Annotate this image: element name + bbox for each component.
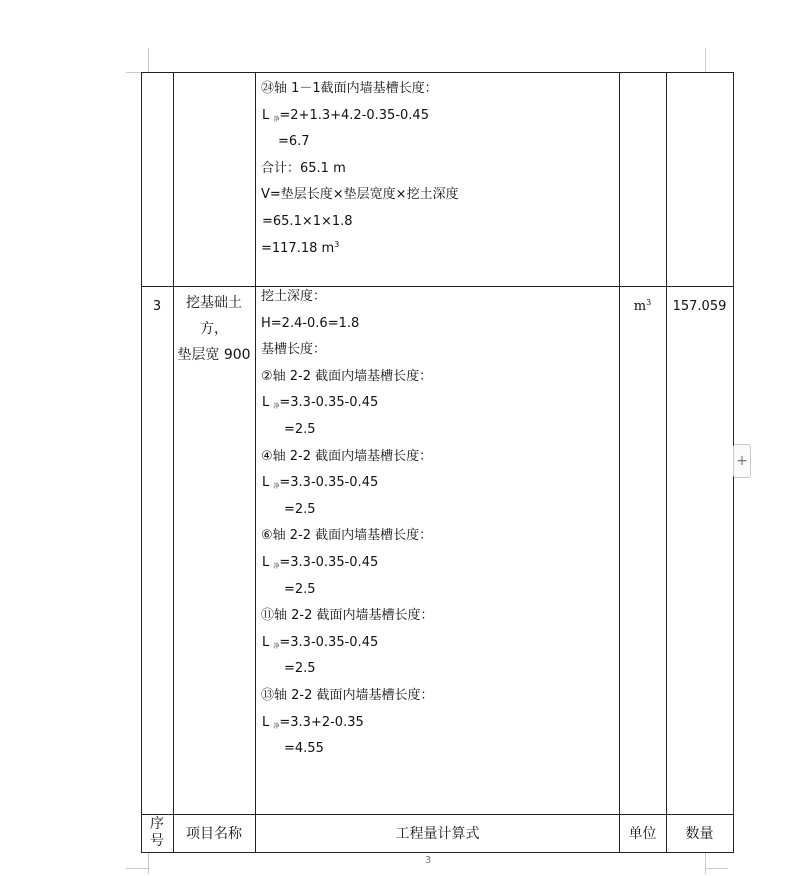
formula-text: H=2.4-0.6=1.8 xyxy=(261,315,360,331)
header-item-name[interactable]: 项目名称 xyxy=(186,826,242,842)
crop-mark-bottom-left xyxy=(126,868,148,869)
header-seq-bottom: 号 xyxy=(150,833,164,849)
formula-text: =3.3+2-0.35 xyxy=(279,714,364,730)
formula-line xyxy=(256,390,616,417)
unit-superscript: 3 xyxy=(334,239,340,249)
formula-line xyxy=(256,736,616,763)
formula-text: 挖土深度： xyxy=(261,289,327,304)
table-border-bottom xyxy=(141,852,734,853)
formula-text: =65.1×1×1.8 xyxy=(262,213,353,229)
add-button[interactable] xyxy=(733,444,751,478)
item-name-line: 挖基础土 xyxy=(186,295,242,311)
formula-text: =117.18 m xyxy=(261,240,335,256)
unit-text: m xyxy=(633,299,647,314)
length-symbol: L xyxy=(262,475,274,491)
formula-text: ㉔轴 1－1截面内墙基槽长度： xyxy=(261,81,438,96)
length-subscript: 净 xyxy=(273,115,280,123)
header-seq-top: 序 xyxy=(150,816,164,832)
header-formula[interactable]: 工程量计算式 xyxy=(395,826,480,842)
formula-line xyxy=(256,182,616,209)
formula-text: =3.3-0.35-0.45 xyxy=(279,475,379,491)
formula-line xyxy=(256,603,616,630)
crop-mark-bottom-right xyxy=(705,852,706,874)
column-divider-seq xyxy=(173,72,174,853)
formula-line xyxy=(256,683,616,710)
formula-text: =3.3-0.35-0.45 xyxy=(279,634,379,650)
formula-text: =2.5 xyxy=(284,661,316,677)
item-name-line: 方， xyxy=(200,321,228,337)
formula-text: V=垫层长度×垫层宽度×挖土深度 xyxy=(261,187,459,203)
length-subscript: 净 xyxy=(273,562,280,570)
length-subscript: 净 xyxy=(273,642,280,650)
formula-line xyxy=(256,364,616,391)
formula-text: =2.5 xyxy=(284,581,316,597)
formula-line xyxy=(256,497,616,524)
formula-text: =2+1.3+4.2-0.35-0.45 xyxy=(279,107,429,123)
formula-line xyxy=(256,284,616,311)
formula-text: 基槽长度： xyxy=(261,342,327,358)
formula-line xyxy=(256,236,616,263)
page-number: 3 xyxy=(424,855,432,866)
formula-line xyxy=(256,337,616,364)
formula-text: =2.5 xyxy=(284,421,316,437)
length-subscript: 净 xyxy=(273,722,280,730)
formula-text: =4.55 xyxy=(284,741,324,757)
formula-text: 合计：65.1 m xyxy=(261,160,346,176)
crop-mark-top-right xyxy=(705,48,706,72)
formula-line xyxy=(256,156,616,183)
formula-text: =3.3-0.35-0.45 xyxy=(279,395,379,411)
formula-line xyxy=(256,577,616,604)
formula-line xyxy=(256,417,616,444)
formula-line xyxy=(256,523,616,550)
table-border-left xyxy=(141,72,142,853)
formula-text: ④轴 2-2 截面内墙基槽长度： xyxy=(261,448,433,464)
table-border-top xyxy=(141,72,734,73)
formula-line xyxy=(256,444,616,471)
formula-text: ⑪轴 2-2 截面内墙基槽长度： xyxy=(261,608,434,624)
formula-line xyxy=(256,550,616,577)
crop-mark-bottom-left xyxy=(148,852,149,874)
length-subscript: 净 xyxy=(273,403,280,411)
column-divider-unit xyxy=(666,72,667,853)
quantity-cell[interactable]: 157.059 xyxy=(672,299,727,314)
formula-text: =6.7 xyxy=(278,134,310,150)
formula-text: ②轴 2-2 截面内墙基槽长度： xyxy=(261,368,433,384)
length-symbol: L xyxy=(262,714,274,730)
formula-line xyxy=(256,129,616,156)
formula-text: ⑥轴 2-2 截面内墙基槽长度： xyxy=(261,528,433,544)
item-name-cell[interactable] xyxy=(173,290,255,368)
plus-icon: + xyxy=(736,453,748,469)
formula-line xyxy=(256,630,616,657)
length-subscript: 净 xyxy=(273,483,280,491)
header-quantity[interactable]: 数量 xyxy=(685,826,714,842)
formula-line xyxy=(256,103,616,130)
length-symbol: L xyxy=(262,634,274,650)
header-unit[interactable]: 单位 xyxy=(628,826,657,842)
formula-line xyxy=(256,470,616,497)
length-symbol: L xyxy=(262,395,274,411)
item-name-line: 垫层宽 900 xyxy=(177,347,251,363)
crop-mark-bottom-right xyxy=(706,868,728,869)
formula-cell-continued[interactable] xyxy=(256,76,616,262)
quantity-calculation-table xyxy=(141,72,734,853)
formula-line xyxy=(256,710,616,737)
length-symbol: L xyxy=(262,554,274,570)
length-symbol: L xyxy=(262,107,274,123)
formula-line xyxy=(256,311,616,338)
formula-line xyxy=(256,209,616,236)
formula-cell[interactable] xyxy=(256,284,616,763)
formula-text: ⑬轴 2-2 截面内墙基槽长度： xyxy=(261,687,434,703)
seq-cell[interactable]: 3 xyxy=(152,299,162,314)
header-seq[interactable] xyxy=(141,814,173,852)
crop-mark-top-left xyxy=(148,48,149,72)
formula-text: =3.3-0.35-0.45 xyxy=(279,554,379,570)
unit-superscript: 3 xyxy=(646,298,652,307)
formula-line xyxy=(256,656,616,683)
column-divider-formula xyxy=(619,72,620,853)
formula-line xyxy=(256,76,616,103)
formula-text: =2.5 xyxy=(284,501,316,517)
unit-cell[interactable] xyxy=(619,294,666,321)
